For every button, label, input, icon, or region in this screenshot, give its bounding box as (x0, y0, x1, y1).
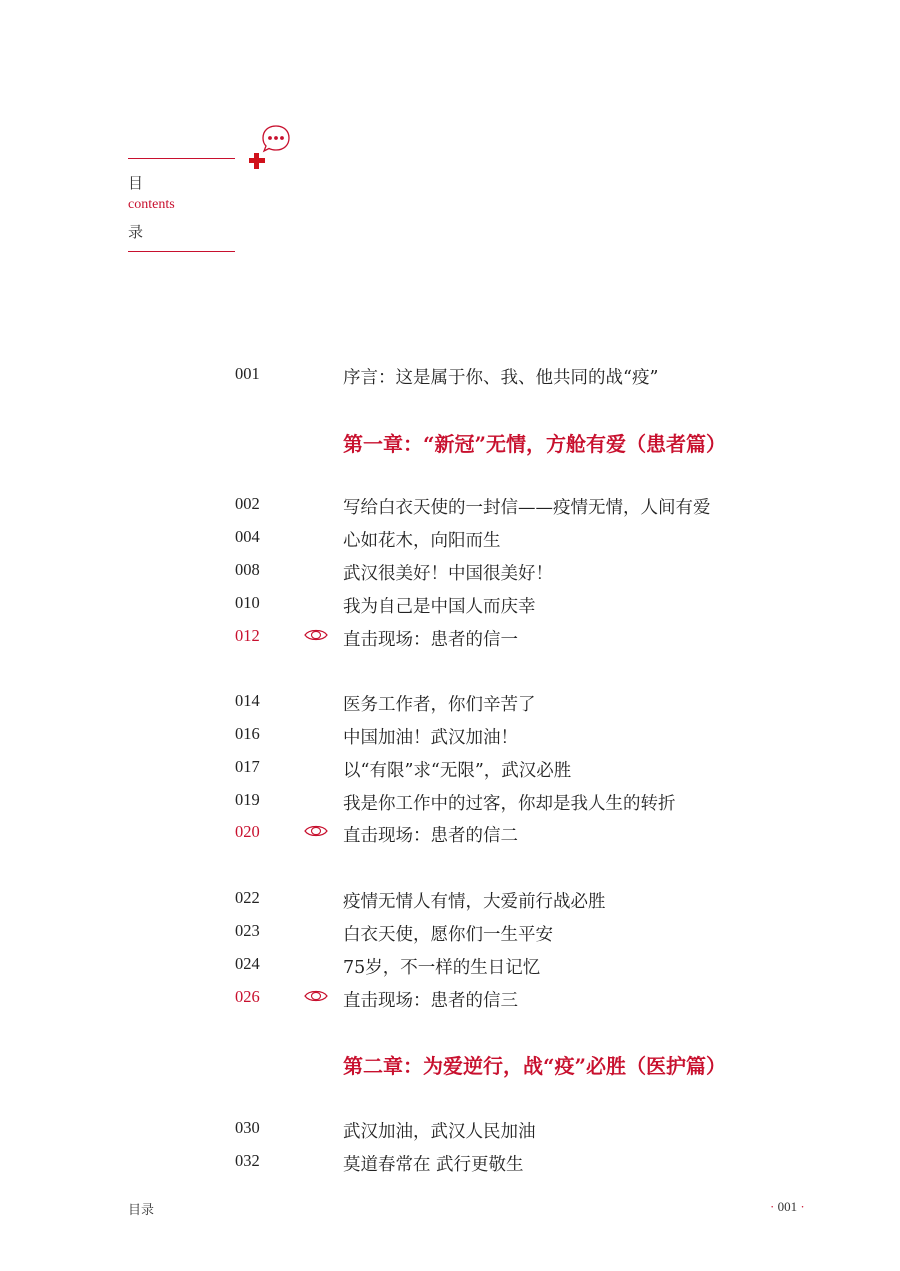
toc-title: 75岁，不一样的生日记忆 (343, 958, 541, 978)
toc-title: 我是你工作中的过客，你却是我人生的转折 (343, 794, 676, 814)
toc-page-number: 008 (235, 560, 260, 579)
toc-page-number: 026 (235, 987, 260, 1006)
toc-title: 直击现场：患者的信二 (343, 826, 518, 846)
chapter-title: 第二章：为爱逆行，战“疫”必胜（医护篇） (343, 1054, 727, 1078)
toc-entry[interactable] (0, 888, 900, 914)
toc-entry[interactable] (0, 790, 900, 816)
chapter-heading[interactable] (0, 1050, 900, 1076)
toc-title: 我为自己是中国人而庆幸 (343, 597, 536, 617)
footer-dot-right: · (800, 1199, 805, 1214)
toc-page-number: 030 (235, 1118, 260, 1137)
toc-title: 以“有限”求“无限”，武汉必胜 (343, 761, 572, 781)
toc-title: 医务工作者，你们辛苦了 (343, 695, 536, 715)
toc-title: 心如花木，向阳而生 (343, 531, 501, 551)
toc-entry[interactable] (0, 691, 900, 717)
toc-title: 武汉很美好！中国很美好！ (343, 564, 553, 584)
page-number-value: 001 (777, 1199, 798, 1214)
header-char-lu: 录 (128, 223, 144, 241)
red-cross-icon (249, 153, 265, 169)
toc-entry[interactable] (0, 724, 900, 750)
toc-entry[interactable] (0, 494, 900, 520)
toc-entry[interactable] (0, 527, 900, 553)
toc-entry-highlight[interactable] (0, 626, 900, 652)
toc-title: 武汉加油，武汉人民加油 (343, 1122, 536, 1142)
toc-page-number: 017 (235, 757, 260, 776)
footer-dot-left: · (770, 1199, 775, 1214)
toc-page-number: 004 (235, 527, 260, 546)
header-char-mu: 目 (128, 174, 144, 192)
chapter-heading[interactable] (0, 428, 900, 454)
toc-page-number: 023 (235, 921, 260, 940)
toc-page-number: 016 (235, 724, 260, 743)
toc-page-number: 012 (235, 626, 260, 645)
toc-page-number: 032 (235, 1151, 260, 1170)
toc-page-number: 020 (235, 822, 260, 841)
contents-header (128, 122, 308, 262)
footer-page-number (770, 1199, 805, 1215)
header-contents-label: contents (128, 197, 175, 212)
toc-entry[interactable] (0, 560, 900, 586)
toc-page-number: 014 (235, 691, 260, 710)
toc-page-number: 022 (235, 888, 260, 907)
toc-entry[interactable] (0, 921, 900, 947)
toc-title: 白衣天使，愿你们一生平安 (343, 925, 553, 945)
toc-entry[interactable] (0, 1151, 900, 1177)
header-bottom-rule (128, 251, 235, 252)
toc-title: 写给白衣天使的一封信——疫情无情，人间有爱 (343, 498, 711, 518)
eye-icon (304, 989, 328, 1003)
speech-bubble-icon (261, 124, 291, 154)
toc-title: 直击现场：患者的信三 (343, 991, 518, 1011)
toc-entry[interactable] (0, 954, 900, 980)
toc-page-number: 019 (235, 790, 260, 809)
toc-title: 疫情无情人有情，大爱前行战必胜 (343, 892, 606, 912)
toc-title: 莫道春常在 武行更敬生 (343, 1155, 524, 1175)
toc-page-number: 001 (235, 364, 260, 383)
toc-page-number: 010 (235, 593, 260, 612)
toc-entry[interactable] (0, 593, 900, 619)
toc-entry[interactable] (0, 364, 900, 390)
chapter-title: 第一章：“新冠”无情，方舱有爱（患者篇） (343, 432, 727, 456)
toc-title: 中国加油！武汉加油！ (343, 728, 518, 748)
footer-section-label: 目录 (128, 1203, 155, 1218)
toc-entry-highlight[interactable] (0, 987, 900, 1013)
toc-entry[interactable] (0, 1118, 900, 1144)
toc-title: 直击现场：患者的信一 (343, 630, 518, 650)
eye-icon (304, 824, 328, 838)
eye-icon (304, 628, 328, 642)
toc-entry-highlight[interactable] (0, 822, 900, 848)
toc-page-number: 002 (235, 494, 260, 513)
toc-entry[interactable] (0, 757, 900, 783)
toc-title: 序言：这是属于你、我、他共同的战“疫” (343, 368, 659, 388)
toc-page-number: 024 (235, 954, 260, 973)
header-top-rule (128, 158, 235, 159)
